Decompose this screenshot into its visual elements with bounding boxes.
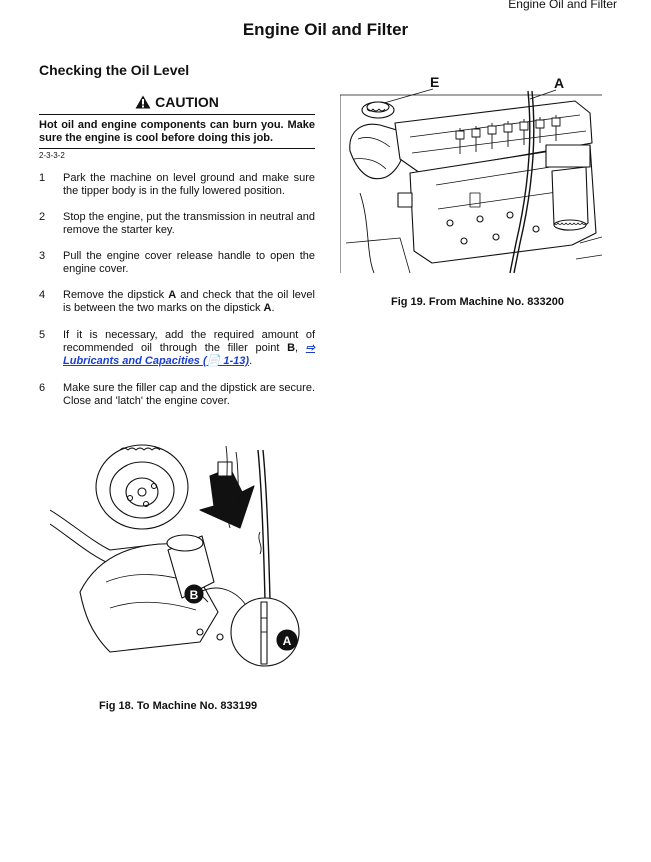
step-number: 3 — [39, 250, 46, 262]
callout-a-label: A — [282, 634, 292, 648]
step-number: 5 — [39, 329, 46, 341]
step-text: Make sure the filler cap and the dipstick are secure. Close and 'latch' the engine cover. — [63, 382, 315, 407]
caution-text: Hot oil and engine components can burn you. Make sure the engine is cool before doing this job. — [39, 114, 315, 149]
step-number: 6 — [39, 382, 46, 394]
step-text: Stop the engine, put the transmission in neutral and remove the starter key. — [63, 211, 315, 236]
caution-heading — [39, 94, 315, 112]
step-number: 4 — [39, 289, 46, 301]
figure-18-caption: Fig 18. To Machine No. 833199 — [99, 700, 258, 712]
step-text: Pull the engine cover release handle to open the engine cover. — [63, 250, 315, 275]
step-text: Remove the dipstick A and check that the oil level is between the two marks on the dipstick A. — [63, 289, 315, 314]
caution-reference: 2-3-3-2 — [39, 151, 65, 160]
figure-19-caption: Fig 19. From Machine No. 833200 — [391, 296, 565, 308]
step-6 — [39, 382, 315, 408]
callout-e-label: E — [430, 74, 440, 90]
warning-triangle-icon — [135, 95, 151, 112]
figure-18-engine-illustration — [50, 432, 312, 684]
step-text: Park the machine on level ground and make sure the tipper body is in the fully lowered position. — [63, 172, 315, 197]
step-3 — [39, 250, 315, 276]
page-title: Engine Oil and Filter — [242, 20, 409, 39]
step-text: If it is necessary, add the required amount of recommended oil through the filler point B, ⇨ Lubricants and Capacities (📄 1-13). — [63, 329, 315, 367]
step-5 — [39, 329, 315, 368]
lubricants-capacities-link[interactable]: ⇨ Lubricants and Capacities (📄 1-13) — [63, 342, 315, 367]
step-2 — [39, 211, 315, 237]
step-number: 2 — [39, 211, 46, 223]
figure-19-engine-illustration — [340, 73, 602, 287]
step-4 — [39, 289, 315, 315]
step-number: 1 — [39, 172, 46, 184]
step-1 — [39, 172, 315, 198]
section-title: Checking the Oil Level — [39, 62, 190, 78]
running-header: Engine Oil and Filter — [508, 0, 617, 11]
callout-b-label: B — [189, 588, 199, 602]
caution-label: CAUTION — [155, 94, 219, 110]
callout-a-label: A — [554, 75, 565, 91]
procedure-steps — [39, 172, 315, 408]
